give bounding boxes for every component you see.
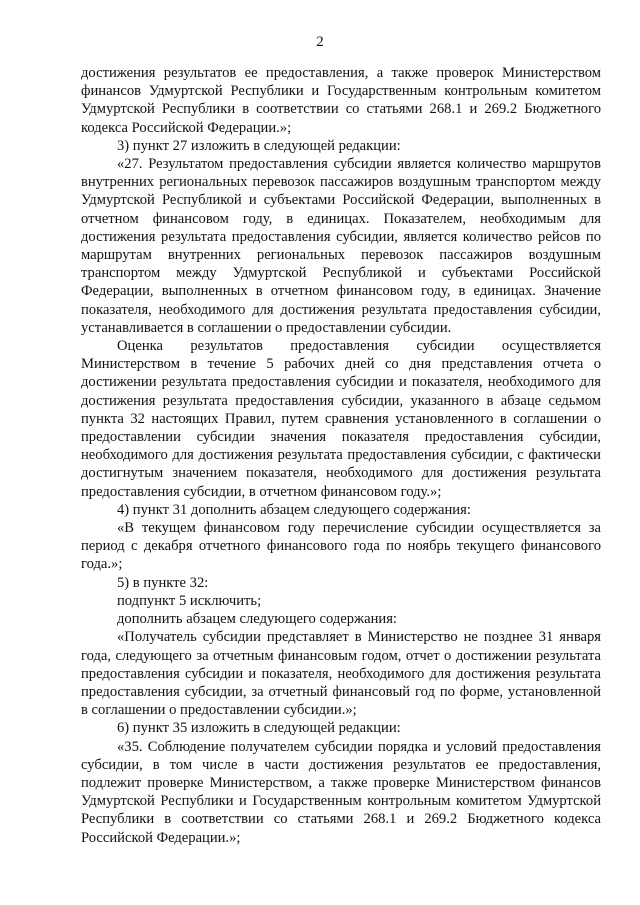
paragraph: достижения результатов ее предоставления, а также проверок Министерством финансов Удмуртской Республики и Государственным контрольным комитетом Удмуртской Республики в соответствии со статьями 268.1 и 269.2 Бюджетного кодекса Российской Федерации.»; <box>81 65 601 136</box>
document-body <box>81 64 601 847</box>
paragraph: «В текущем финансовом году перечисление субсидии осуществляется за период с декабря отчетного финансового года по ноябрь текущего финансового года.»; <box>81 520 601 573</box>
paragraph: 6) пункт 35 изложить в следующей редакции: <box>117 720 401 737</box>
paragraph: «27. Результатом предоставления субсидии является количество маршрутов внутренних региональных перевозок пассажиров воздушным транспортом между Удмуртской Республикой и субъектами Российской Федерации, выполненных в отчетном финансовом году, в единицах. Показателем, необходимым для достижения результата предоставления субсидии, является количество рейсов по маршрутам внутренних региональных перевозок пассажиров воздушным транспортом между Удмуртской Республикой и субъектами Российской Федерации, выполненных в отчетном финансовом году, в единицах. Значение показателя, необходимого для достижения результата предоставления субсидии, устанавливается в соглашении о предоставлении субсидии. <box>81 156 601 336</box>
paragraph: 4) пункт 31 дополнить абзацем следующего содержания: <box>117 501 471 518</box>
page-number: 2 <box>316 34 324 50</box>
paragraph: 5) в пункте 32: <box>117 574 209 591</box>
paragraph: 3) пункт 27 изложить в следующей редакции: <box>117 137 401 154</box>
paragraph: «Получатель субсидии представляет в Министерство не позднее 31 января года, следующего за отчетным финансовым годом, отчет о достижении результата предоставления субсидии и показателя, необходимого для достижения результата предоставления субсидии, за отчетный финансовый год по форме, установленной в соглашении о предоставлении субсидии.»; <box>81 629 601 719</box>
paragraph: Оценка результатов предоставления субсидии осуществляется Министерством в течение 5 рабочих дней со дня представления отчета о достижении результата предоставления субсидии и показателя, необходимого для достижения результата предоставления субсидии, указанного в абзаце седьмом пункта 32 настоящих Правил, путем сравнения установленного в соглашении о предоставлении субсидии значения показателя предоставления субсидии, необходимого для достижения результата предоставления субсидии, с фактически достигнутым значением показателя, необходимого для достижения результата предоставления субсидии, в отчетном финансовом году.»; <box>81 338 601 500</box>
paragraph: «35. Соблюдение получателем субсидии порядка и условий предоставления субсидии, в том числе в части достижения результатов ее предоставления, подлежит проверке Министерством, а также проверке Министерством финансов Удмуртской Республики и Государственным контрольным комитетом Удмуртской Республики в соответствии со статьями 268.1 и 269.2 Бюджетного кодекса Российской Федерации.»; <box>81 738 601 846</box>
paragraph: подпункт 5 исключить; <box>117 592 262 609</box>
paragraph: дополнить абзацем следующего содержания: <box>117 611 397 628</box>
